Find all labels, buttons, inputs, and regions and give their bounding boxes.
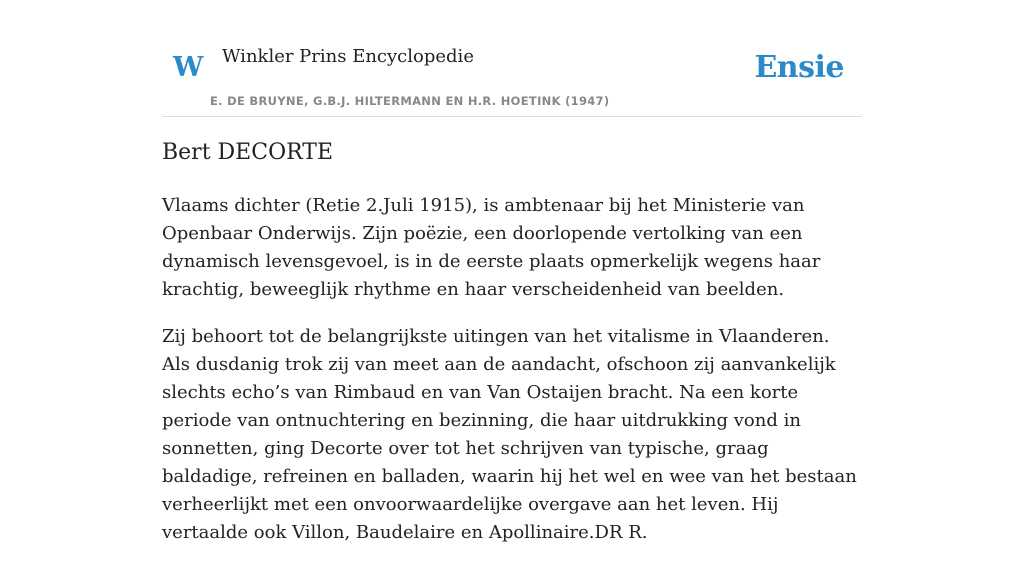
encyclopedia-authors: E. DE BRUYNE, G.B.J. HILTERMANN EN H.R. HOETINK (1947): [210, 94, 610, 108]
article-paragraph-1: Vlaams dichter (Retie 2.Juli 1915), is ambtenaar bij het Ministerie van Openbaar Onderwijs. Zijn poëzie, een doorlopende vertolking van een dynamisch levensgevoel, is in de eerste plaats opmerkelijk wegens haar krachtig, beweeglijk rhythme en haar verscheidenheid van beelden.: [162, 195, 821, 300]
article-paragraph-2: Zij behoort tot de belangrijkste uitingen van het vitalisme in Vlaanderen. Als dusdanig trok zij van meet aan de aandacht, ofschoon zij aanvankelijk slechts echo’s van Rimbaud en van Van Ostaijen bracht. Na een korte periode van ontnuchtering en bezinning, die haar uitdrukking vond in sonnetten, ging Decorte over tot het schrijven van typische, graag baldadige, refreinen en balladen, waarin hij het wel en wee van het bestaan verheerlijkt met een onvoorwaardelijke overgave aan het leven. Hij vertaalde ook Villon, Baudelaire en Apollinaire.DR R.: [162, 326, 857, 543]
article-body: [162, 192, 862, 566]
encyclopedia-title: Winkler Prins Encyclopedie: [222, 46, 474, 67]
ensie-brand-link[interactable]: Ensie: [754, 50, 844, 85]
article-title: Bert DECORTE: [162, 140, 334, 165]
winkler-prins-logo-icon: W: [173, 52, 203, 83]
encyclopedia-header: [162, 0, 862, 117]
